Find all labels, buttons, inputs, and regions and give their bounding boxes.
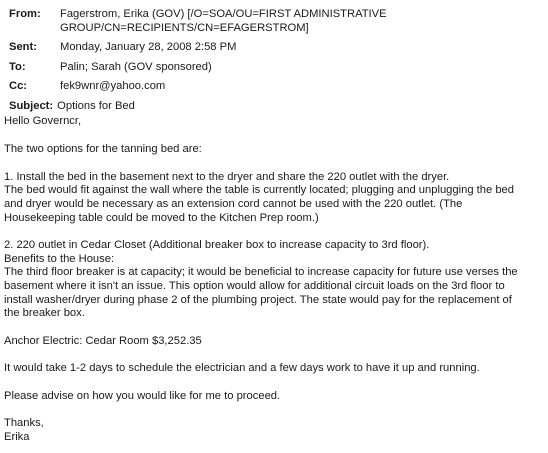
anchor-electric-quote: Anchor Electric: Cedar Room $3,252.35 [4, 334, 202, 347]
option-2-line: basement where it isn't an issue. This option would allow for additional circuit loads on the 3rd floor to [4, 279, 505, 292]
option-1-paragraph [4, 171, 544, 225]
option-2-line: the breaker box. [4, 307, 85, 320]
advise-text: Please advise on how you would like for me to proceed. [4, 389, 281, 402]
to-label: To: [9, 60, 26, 73]
greeting: Hello Governcr, [4, 114, 82, 127]
option-1-line: Housekeeping table could be moved to the Kitchen Prep room.) [4, 211, 319, 224]
sent-label: Sent: [9, 41, 37, 54]
thanks-text: Thanks, [4, 417, 44, 430]
from-value: Fagerstrom, Erika (GOV) [/O=SOA/OU=FIRST ADMINISTRATIVE GROUP/CN=RECIPIENTS/CN=EFAGERSTROM] [60, 8, 387, 34]
signature-name: Erika [4, 431, 30, 444]
option-2-line: Benefits to the House: [4, 252, 115, 265]
sent-value: Monday, January 28, 2008 2:58 PM [60, 41, 237, 54]
cc-value: fek9wnr@yahoo.com [60, 80, 166, 93]
signoff [4, 417, 544, 444]
subject-row [4, 100, 544, 114]
email-header [4, 8, 544, 114]
option-1-line: The bed would fit against the wall where the table is currently located; plugging and unplugging the bed [4, 184, 514, 197]
email-body [4, 115, 544, 445]
option-2-line: install washer/dryer during phase 2 of the plumbing project. The state would pay for the replacement of [4, 293, 512, 306]
timing-text: It would take 1-2 days to schedule the electrician and a few days work to have it up and running. [4, 362, 480, 375]
option-1-line: and dryer would be necessary as an extension cord cannot be used with the 220 outlet. (The [4, 197, 463, 210]
option-2-line: The third floor breaker is at capacity; it would be beneficial to increase capacity for future use verses the [4, 266, 518, 279]
from-row [4, 8, 544, 35]
intro-text: The two options for the tanning bed are: [4, 143, 202, 156]
subject-value: Options for Bed [57, 99, 135, 112]
option-2-line: 2. 220 outlet in Cedar Closet (Additional breaker box to increase capacity to 3rd floor). [4, 239, 430, 252]
subject-label: Subject: [9, 99, 54, 112]
from-label: From: [9, 8, 41, 20]
option-2-paragraph [4, 239, 544, 321]
to-row [4, 61, 544, 75]
sent-row [4, 41, 544, 55]
to-value: Palin; Sarah (GOV sponsored) [60, 60, 212, 73]
cc-row [4, 80, 544, 94]
option-1-line: 1. Install the bed in the basement next to the dryer and share the 220 outlet with the dryer. [4, 170, 450, 183]
cc-label: Cc: [9, 80, 28, 93]
